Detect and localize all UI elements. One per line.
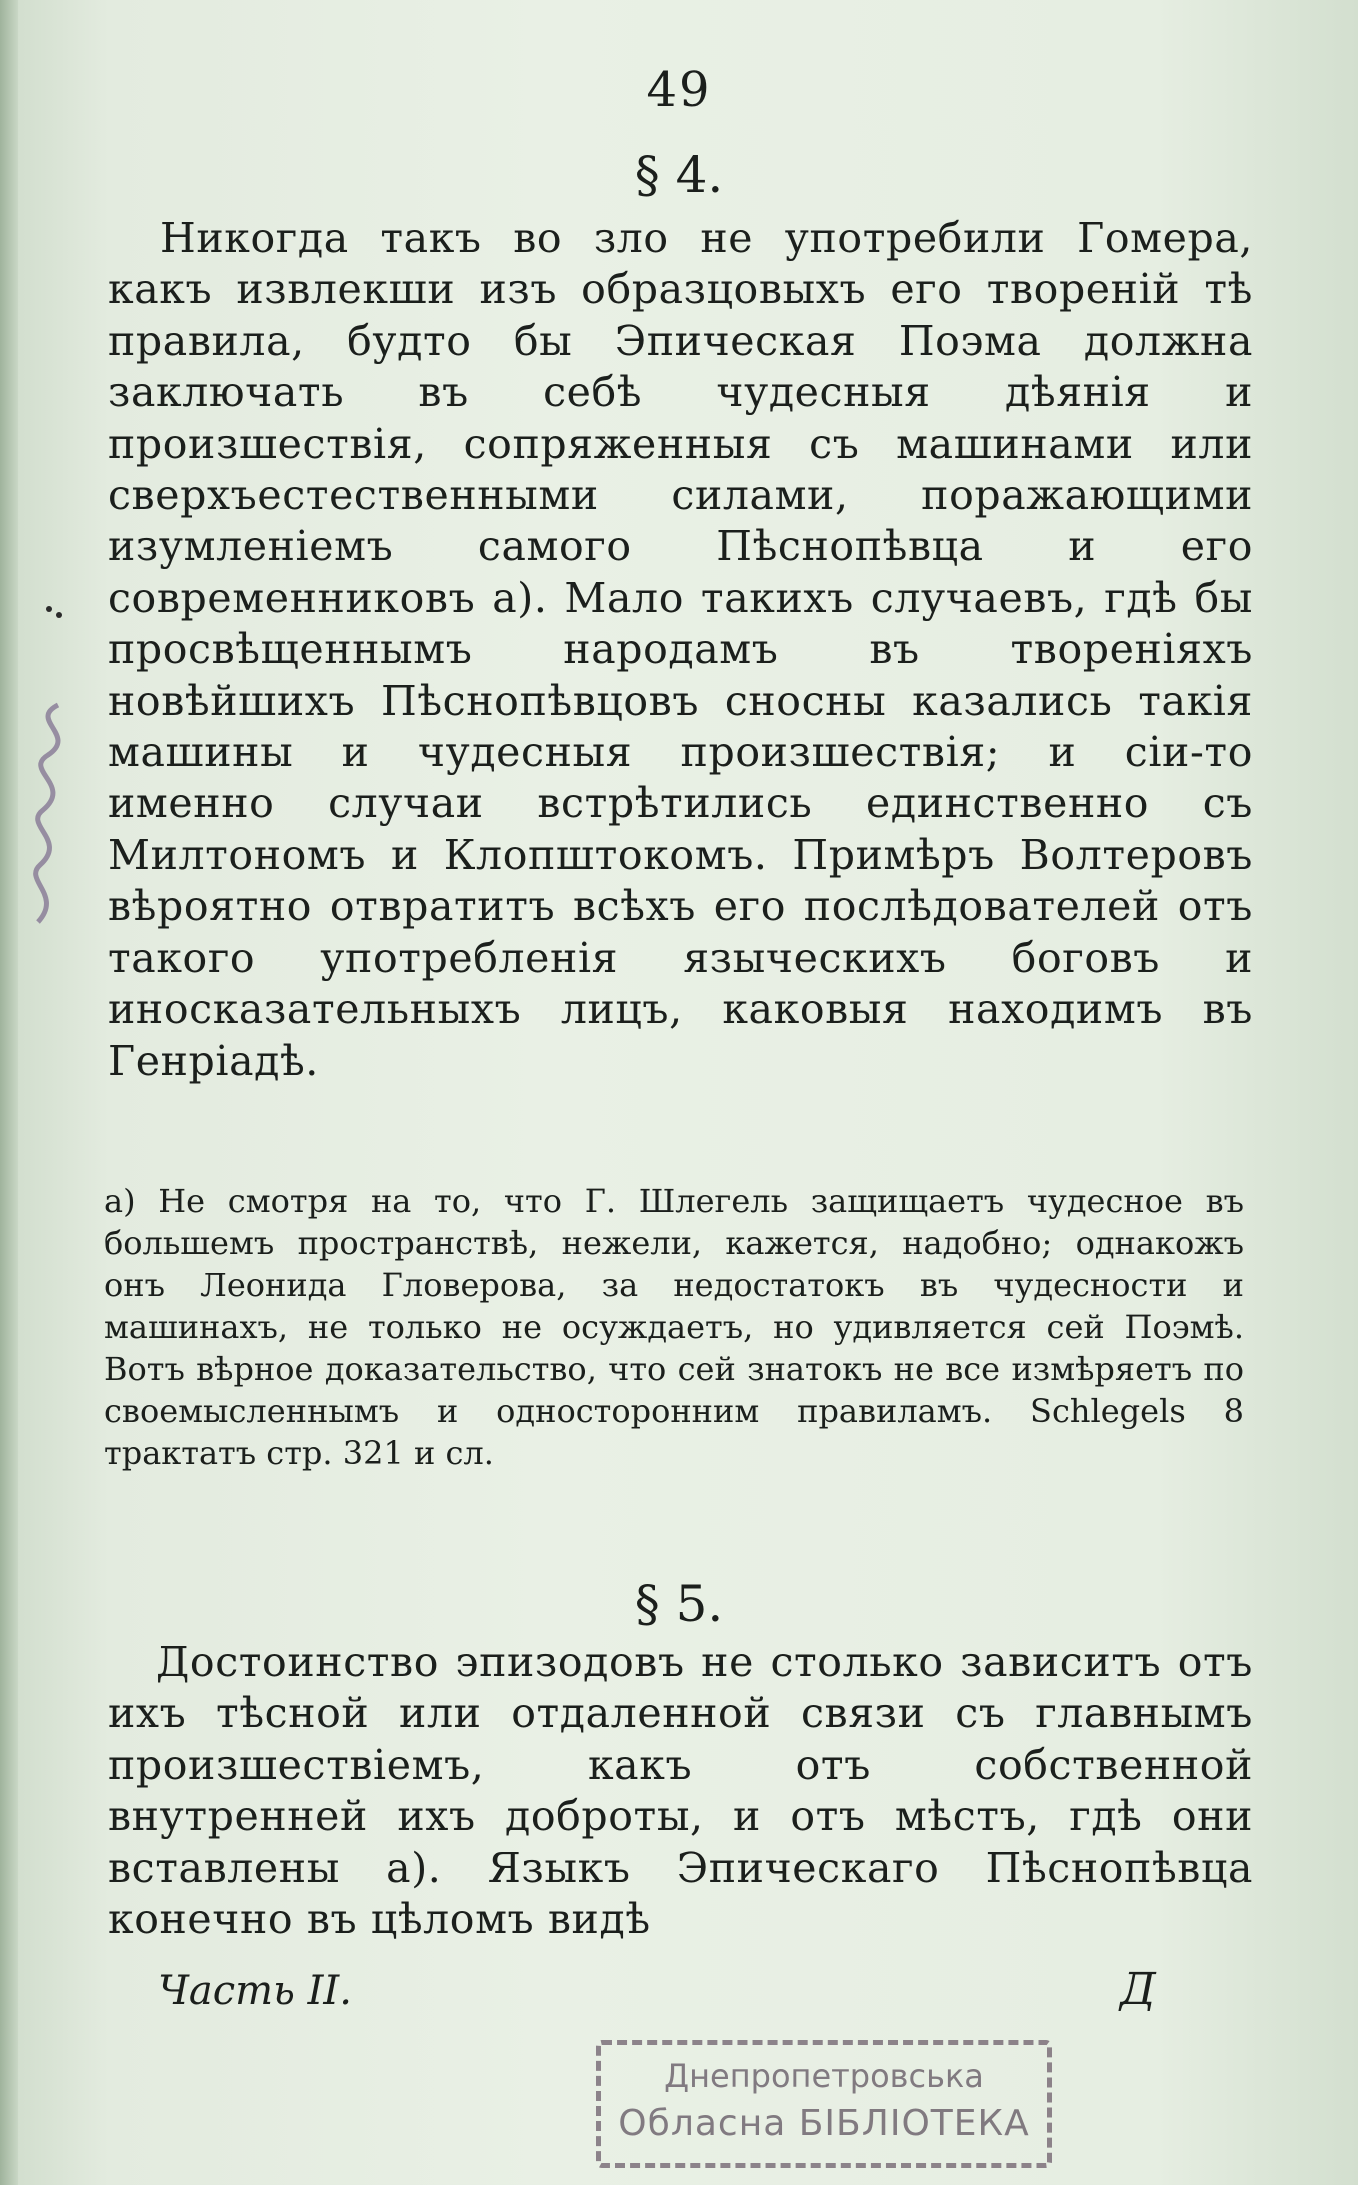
page-left-edge [0, 0, 18, 2185]
section-5-paragraph: Достоинство эпизодовъ не столько зависитъ отъ ихъ тѣсной или отдаленной связи съ главнымъ произшествіемъ, какъ отъ собственной внутренней ихъ доброты, и отъ мѣстъ, гдѣ они вставлены а). Языкъ Эпическаго Пѣснопѣвца конечно въ цѣломъ видѣ [108, 1638, 1253, 1944]
margin-dot [56, 612, 62, 618]
margin-dot [46, 606, 52, 612]
margin-handwriting-mark [18, 700, 88, 930]
signature-mark: Д [1120, 1964, 1156, 2015]
section-heading-5: § 5. [634, 1575, 724, 1633]
section-4-paragraph: Никогда такъ во зло не употребили Гомера, какъ извлекши изъ образцовыхъ его твореній тѣ правила, будто бы Эпическая Поэма должна заключать въ себѣ чудесныя дѣянія и произшествія, сопряженныя съ машинами или сверхъестественными силами, поражающими изумленіемъ самого Пѣснопѣвца и его современниковъ а). Мало такихъ случаевъ, гдѣ бы просвѣщеннымъ народамъ въ твореніяхъ новѣйшихъ Пѣснопѣвцовъ сносны казались такія машины и чудесныя произшествія; и сіи-то именно случаи встрѣтились единственно съ Милтономъ и Клопштокомъ. Примѣръ Волтеровъ вѣроятно отвратитъ всѣхъ его послѣдователей отъ такого употребленія языческихъ боговъ и иносказательныхъ лицъ, каковыя находимъ въ Генріадѣ. [108, 214, 1253, 1085]
section-heading-4: § 4. [634, 146, 724, 204]
page-number: 49 [646, 62, 712, 118]
stamp-line-2: Обласна БІБЛІОТЕКА [618, 2103, 1030, 2144]
library-stamp [596, 2040, 1052, 2168]
stamp-line-1: Днепропетровська [664, 2057, 984, 2095]
footnote: а) Не смотря на то, что Г. Шлегель защищаетъ чудесное въ большемъ пространствѣ, нежели, кажется, надобно; однакожъ онъ Леонида Гловерова, за недостатокъ въ чудесности и машинахъ, не только не осуждаетъ, но удивляется сей Поэмѣ. Вотъ вѣрное доказательство, что сей знатокъ не все измѣряетъ по своемысленнымъ и односторонним правиламъ. Schlegels 8 трактатъ стр. 321 и сл. [104, 1182, 1244, 1472]
part-label: Часть II. [158, 1968, 352, 2014]
